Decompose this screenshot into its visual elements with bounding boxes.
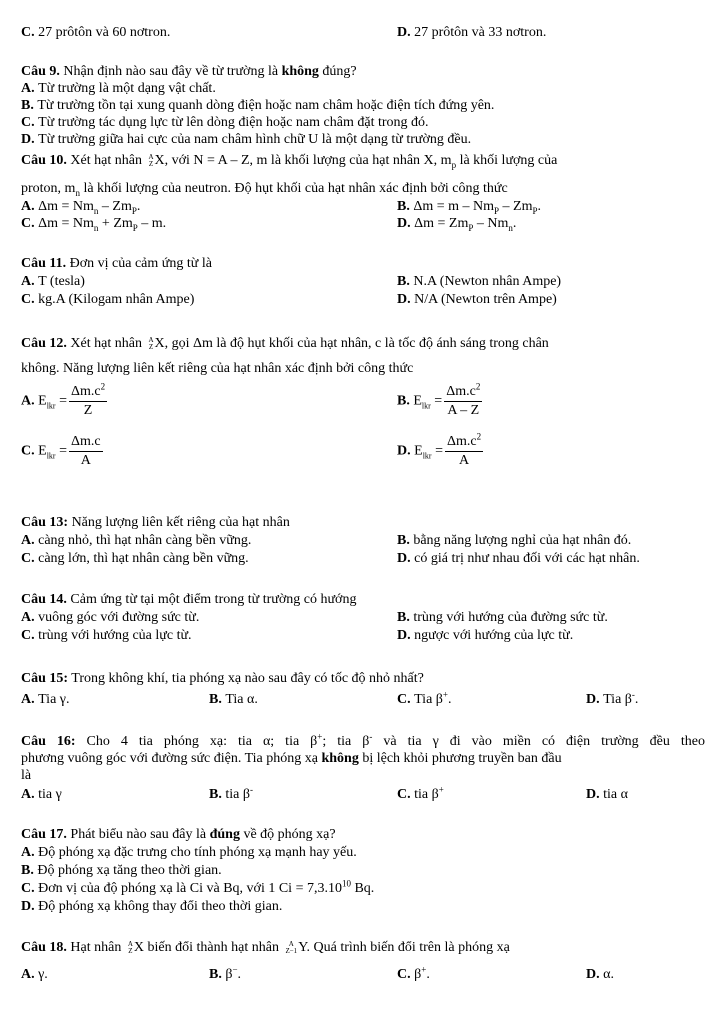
q11-option-d: D. N/A (Newton trên Ampe): [397, 292, 557, 307]
fraction: $\frac{\Delta m.c^2}{A}$: [446, 431, 482, 468]
q13-option-c: C. càng lớn, thì hạt nhân càng bền vững.: [21, 551, 249, 566]
q12-option-a: A. $E_{lkr}$ = $\frac{\Delta m.c^2}{Z}$: [21, 381, 106, 418]
q11-stem: Câu 11. Đơn vị của cảm ứng từ là: [21, 256, 212, 271]
q12-option-b: B. $E_{lkr}$ = $\frac{\Delta m.c^2}{A - Z}$: [397, 381, 481, 418]
q16-option-c: C. tia β+: [397, 784, 444, 802]
q10-option-b: B. $\Delta m = m - Nm_P - Zm_P$.: [397, 199, 542, 216]
q10-option-a: A. $\Delta m = Nm_n - Zm_P$.: [21, 199, 141, 216]
q10-option-d: D. $\Delta m = Zm_P - Nm_n$.: [397, 216, 517, 233]
q18-option-d: D. α.: [586, 967, 614, 982]
q13-option-b: B. bằng năng lượng nghỉ của hạt nhân đó.: [397, 533, 632, 548]
q17-option-d: D. Độ phóng xạ không thay đổi theo thời gian.: [21, 899, 283, 914]
q12-stem-line1: Câu 12. Xét hạt nhân A Z X, gọi Δm là độ hụt khối của hạt nhân, c là tốc độ ánh sáng trong chân: [21, 335, 549, 351]
q12-stem-line2: không. Năng lượng liên kết riêng của hạt nhân xác định bởi công thức: [21, 361, 414, 376]
q11-option-a: A. T (tesla): [21, 274, 85, 289]
fraction: $\frac{\Delta m.c^2}{A - Z}$: [446, 381, 481, 418]
nuclide-x: A Z: [127, 939, 133, 955]
q15-option-c: C. Tia β+.: [397, 689, 452, 707]
q14-option-a: A. vuông góc với đường sức từ.: [21, 610, 200, 625]
q15-option-a: A. Tia γ.: [21, 692, 70, 707]
q16-option-d: D. tia α: [586, 787, 628, 802]
q9-stem: Câu 9. Nhận định nào sau đây về từ trường là không đúng?: [21, 64, 357, 79]
q12-option-c: C. $E_{lkr}$ = $\frac{\Delta m.c}{A}$: [21, 434, 101, 468]
q16-option-b: B. tia β-: [209, 784, 253, 802]
q13-option-a: A. càng nhỏ, thì hạt nhân càng bền vững.: [21, 533, 252, 548]
q16-stem-line2: phương vuông góc với đường sức điện. Tia phóng xạ không bị lệch khỏi phương truyền ban đầu: [21, 751, 562, 766]
q10-option-c: C. $\Delta m = Nm_n + Zm_P - m$.: [21, 216, 167, 233]
nuclide-x: A Z: [148, 152, 154, 168]
q14-stem: Câu 14. Cảm ứng từ tại một điểm trong từ trường có hướng: [21, 592, 357, 607]
q9-option-b: B. Từ trường tồn tại xung quanh dòng điện hoặc nam châm hoặc điện tích đứng yên.: [21, 98, 495, 113]
q11-option-c: C. kg.A (Kilogam nhân Ampe): [21, 292, 195, 307]
q9-option-a: A. Từ trường là một dạng vật chất.: [21, 81, 216, 96]
q17-option-a: A. Độ phóng xạ đặc trưng cho tính phóng xạ mạnh hay yếu.: [21, 845, 357, 860]
q9-option-c: C. Từ trường tác dụng lực từ lên dòng điện hoặc nam châm đặt trong đó.: [21, 115, 429, 130]
q17-option-c: C. Đơn vị của độ phóng xạ là Ci và Bq, với 1 $Ci = 7,3.10^{10}$ Bq.: [21, 878, 375, 896]
q16-option-a: A. tia γ: [21, 787, 62, 802]
q16-stem-line3: là: [21, 768, 32, 783]
q18-stem: Câu 18. Hạt nhân A Z X biến đổi thành hạt nhân A Z−1 Y. Quá trình biến đổi trên là phóng xạ: [21, 939, 510, 955]
q17-option-b: B. Độ phóng xạ tăng theo thời gian.: [21, 863, 222, 878]
q16-stem-line1: Câu 16: Cho 4 tia phóng xạ: tia α; tia β+; tia β- và tia γ đi vào miền có điện trường đều theo: [21, 731, 705, 749]
q14-option-b: B. trùng với hướng của đường sức từ.: [397, 610, 608, 625]
q15-stem: Câu 15: Trong không khí, tia phóng xạ nào sau đây có tốc độ nhỏ nhất?: [21, 671, 424, 686]
q12-option-d: D. $E_{lkr}$ = $\frac{\Delta m.c^2}{A}$: [397, 431, 482, 468]
nuclide-y: A Z−1: [285, 939, 298, 955]
q13-stem: Câu 13: Năng lượng liên kết riêng của hạt nhân: [21, 515, 290, 530]
q10-stem-line1: Câu 10. Xét hạt nhân A Z X, với N = A – Z, m là khối lượng của hạt nhân X, $m_p$ là khối lượng của: [21, 152, 558, 170]
q17-stem: Câu 17. Phát biểu nào sau đây là đúng về độ phóng xạ?: [21, 827, 336, 842]
nuclide-x: A Z: [148, 335, 154, 351]
q11-option-b: B. N.A (Newton nhân Ampe): [397, 274, 562, 289]
q15-option-b: B. Tia α.: [209, 692, 258, 707]
q9-option-d: D. Từ trường giữa hai cực của nam châm hình chữ U là một dạng từ trường đều.: [21, 132, 472, 147]
q13-option-d: D. có giá trị như nhau đối với các hạt nhân.: [397, 551, 640, 566]
q18-option-b: B. β−.: [209, 964, 242, 982]
q14-option-d: D. ngược với hướng của lực từ.: [397, 628, 574, 643]
fraction: $\frac{\Delta m.c}{A}$: [70, 434, 101, 468]
q14-option-c: C. trùng với hướng của lực từ.: [21, 628, 192, 643]
fraction: $\frac{\Delta m.c^2}{Z}$: [70, 381, 106, 418]
q18-option-c: C. β+.: [397, 964, 430, 982]
q8-option-c: C. 27 prôtôn và 60 nơtron.: [21, 25, 171, 40]
q10-stem-line2: proton, $m_n$ là khối lượng của neutron. Độ hụt khối của hạt nhân xác định bởi công thức: [21, 181, 508, 198]
q18-option-a: A. γ.: [21, 967, 48, 982]
q15-option-d: D. Tia β-.: [586, 689, 639, 707]
q8-option-d: D. 27 prôtôn và 33 nơtron.: [397, 25, 547, 40]
